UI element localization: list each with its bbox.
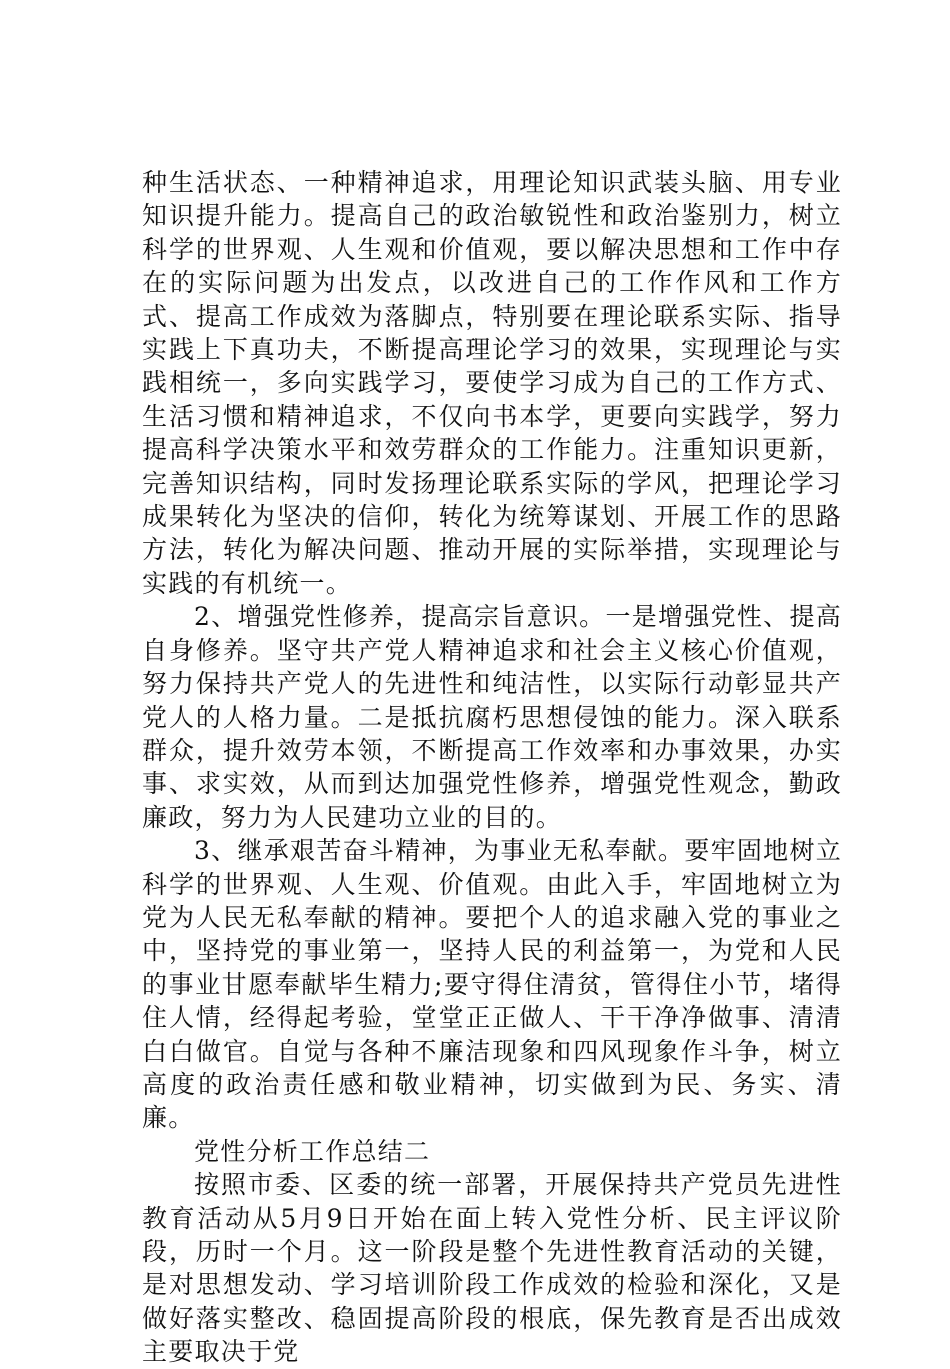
paragraph-item-3: 3、继承艰苦奋斗精神，为事业无私奉献。要牢固地树立科学的世界观、人生观、价值观。由此入手，牢固地树立为党为人民无私奉献的精神。要把个人的追求融入党的事业之中，坚持党的事业第一，坚持人民的利益第一，为党和人民的事业甘愿奉献毕生精力;要守得住清贫，管得住小节，堵得住人情，经得起考验，堂堂正正做人、干干净净做事、清清白白做官。自觉与各种不廉洁现象和四风现象作斗争，树立高度的政治责任感和敬业精神，切实做到为民、务实、清廉。 bbox=[142, 836, 842, 1133]
paragraph-intro: 按照市委、区委的统一部署，开展保持共产党员先进性教育活动从5月9日开始在面上转入党性分析、民主评议阶段，历时一个月。这一阶段是整个先进性教育活动的关键，是对思想发动、学习培训阶段工作成效的检验和深化，又是做好落实整改、稳固提高阶段的根底，保先教育是否出成效主要取决于党 bbox=[142, 1170, 842, 1367]
document-body bbox=[142, 166, 842, 1369]
section-heading: 党性分析工作总结二 bbox=[194, 1136, 431, 1166]
paragraph-item-2: 2、增强党性修养，提高宗旨意识。一是增强党性、提高自身修养。坚守共产党人精神追求和社会主义核心价值观，努力保持共产党人的先进性和纯洁性，以实际行动彰显共产党人的人格力量。二是抵抗腐朽思想侵蚀的能力。深入联系群众，提升效劳本领，不断提高工作效率和办事效果，办实事、求实效，从而到达加强党性修养，增强党性观念，勤政廉政，努力为人民建功立业的目的。 bbox=[142, 602, 842, 832]
paragraph-continuation: 种生活状态、一种精神追求，用理论知识武装头脑、用专业知识提升能力。提高自己的政治敏锐性和政治鉴别力，树立科学的世界观、人生观和价值观，要以解决思想和工作中存在的实际问题为出发点，以改进自己的工作作风和工作方式、提高工作成效为落脚点，特别要在理论联系实际、指导实践上下真功夫，不断提高理论学习的效果，实现理论与实践相统一，多向实践学习，要使学习成为自己的工作方式、生活习惯和精神追求，不仅向书本学，更要向实践学，努力提高科学决策水平和效劳群众的工作能力。注重知识更新，完善知识结构，同时发扬理论联系实际的学风，把理论学习成果转化为坚决的信仰，转化为统筹谋划、开展工作的思路方法，转化为解决问题、推动开展的实际举措，实现理论与实践的有机统一。 bbox=[142, 168, 842, 598]
